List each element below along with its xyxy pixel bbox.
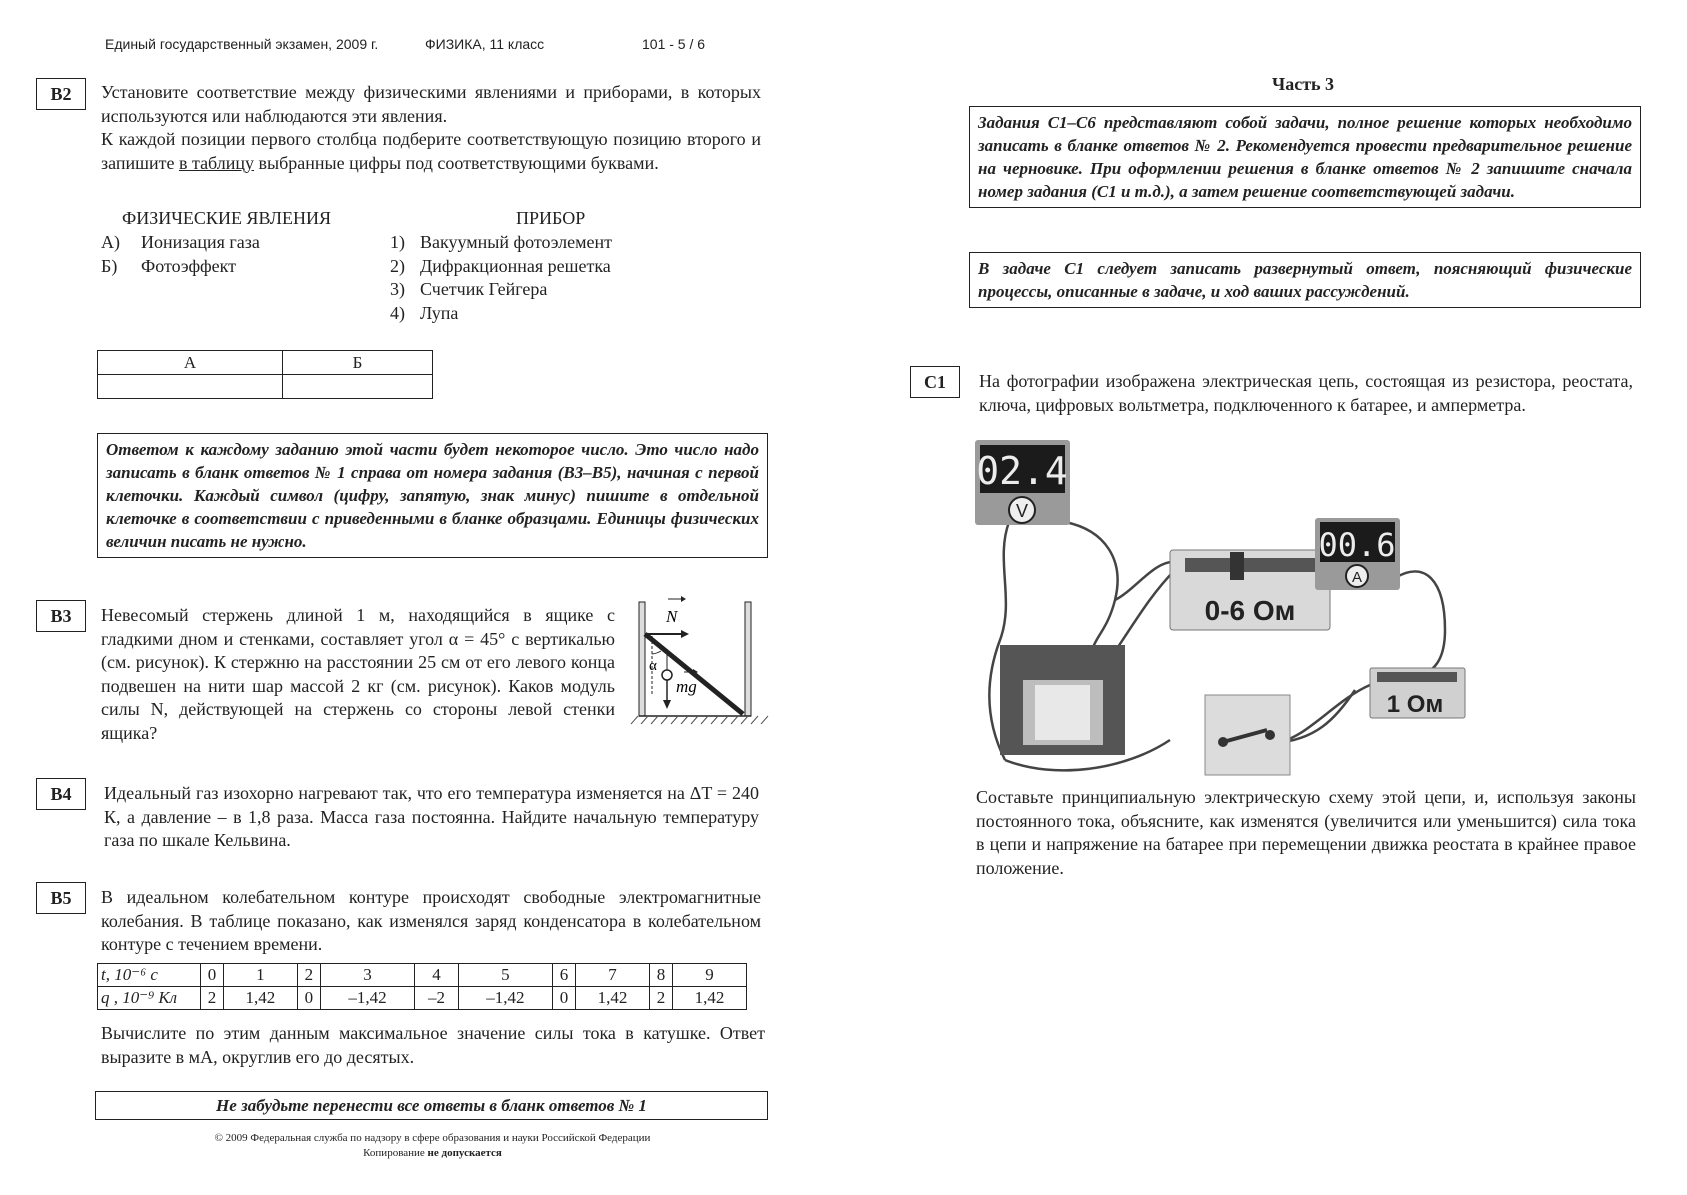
rheostat-label: 0-6 Ом (1204, 595, 1296, 626)
t-cell: 4 (415, 964, 458, 987)
t-cell: 0 (201, 964, 224, 987)
ammeter-symbol: A (1351, 569, 1363, 586)
q-cell: –2 (415, 987, 458, 1010)
b2-answer-table (97, 350, 433, 399)
answer-header-a: А (98, 351, 283, 375)
q-cell: 1,42 (672, 987, 746, 1010)
b2-text (101, 81, 761, 175)
voltmeter-reading: 02.4 (976, 449, 1068, 493)
t-cell: 3 (320, 964, 415, 987)
b3-text: Невесомый стержень длиной 1 м, находящийся в ящике с гладкими дном и стенками, составляет угол α = 45° с вертикалью (см. рисунок). К стержню на расстоянии 25 см от его левого конца подвешен на нити шар массой 2 кг (см. рисунок). Каков модуль силы N, действующей на стержень со стороны левой стенки ящика? (101, 605, 615, 743)
rheostat-slider (1230, 552, 1244, 580)
t-cell: 6 (553, 964, 576, 987)
box-right-wall (745, 602, 751, 716)
t-cell: 8 (650, 964, 673, 987)
task-label-b4: B4 (36, 778, 86, 810)
q-cell: 0 (553, 987, 576, 1010)
b5-text: В идеальном колебательном контуре происходят свободные электромагнитные колебания. В таблице показано, как изменялся заряд конденсатора в колебательном контуре с течением времени. (101, 887, 761, 954)
label-n: N (666, 607, 678, 626)
task-label-b5: B5 (36, 882, 86, 914)
rheostat-coil (1185, 558, 1320, 572)
b3-figure (626, 594, 771, 730)
device-item: 3) Счетчик Гейгера (390, 279, 548, 299)
footer (100, 1131, 765, 1161)
t-cell: 9 (672, 964, 746, 987)
device-item: 4) Лупа (390, 302, 459, 323)
task-label-b3: B3 (36, 600, 86, 632)
row-head-charge: q , 10⁻⁹ Кл (98, 987, 201, 1010)
voltmeter-symbol: V (1015, 501, 1029, 521)
angle-arc (652, 651, 661, 654)
header-exam: Единый государственный экзамен, 2009 г. (105, 36, 379, 52)
q-cell: 1,42 (223, 987, 297, 1010)
c1-question: Составьте принципиальную электрическую схему этой цепи, и, используя законы постоянного тока, объясните, как изменятся (увеличится или уменьшится) сила тока в цепи и напряжение на батарее при перемещении движка реостата в крайнее правое положение. (976, 787, 1636, 878)
t-cell: 2 (297, 964, 320, 987)
reminder-box: Не забудьте перенести все ответы в бланк ответов № 1 (95, 1091, 768, 1120)
b2-paragraph-2b: выбранные цифры под соответствующими буквами. (254, 152, 659, 173)
phenomenon-item: А) Ионизация газа (101, 232, 260, 252)
footer-copyright: © 2009 Федеральная служба по надзору в сфере образования и науки Российской Федерации (214, 1132, 651, 1144)
q-cell: –1,42 (320, 987, 415, 1010)
col-head-phenomena: ФИЗИЧЕСКИЕ ЯВЛЕНИЯ (122, 208, 331, 228)
t-cell: 7 (575, 964, 649, 987)
resistor-label: 1 Ом (1386, 691, 1444, 718)
q-cell: –1,42 (458, 987, 553, 1010)
answer-header-b: Б (283, 351, 433, 375)
label-mg: mg (676, 677, 697, 696)
header-page: 101 - 5 / 6 (642, 36, 706, 52)
b5-question: Вычислите по этим данным максимальное значение силы тока в катушке. Ответ выразите в мА, округлив его до десятых. (101, 1023, 765, 1067)
ammeter-reading: 00.6 (1318, 526, 1396, 564)
answer-cell-a[interactable] (98, 375, 283, 399)
gravity-arrowhead (663, 700, 671, 709)
box-left-wall (639, 602, 645, 716)
t-cell: 5 (458, 964, 553, 987)
part3-title: Часть 3 (1272, 74, 1335, 94)
force-n-arrowhead (681, 630, 689, 638)
q-cell: 1,42 (575, 987, 649, 1010)
task-label-b2: B2 (36, 78, 86, 110)
c1-instruction-box: В задаче С1 следует записать развернутый ответ, поясняющий физические процессы, описанные в задаче, и ход ваших рассуждений. (969, 252, 1641, 308)
b2-paragraph-1: Установите соответствие между физическими явлениями и приборами, в которых используются или наблюдаются эти явления. (101, 82, 761, 126)
b5-data-table (97, 963, 747, 1010)
row-head-time: t, 10⁻⁶ с (98, 964, 201, 987)
phenomena-list (101, 231, 260, 278)
q-cell: 2 (650, 987, 673, 1010)
circuit-photo (975, 440, 1515, 780)
label-alpha: α (649, 658, 657, 674)
b2-table-link: в таблицу (178, 152, 255, 173)
part3-instruction-box: Задания С1–С6 представляют собой задачи, полное решение которых необходимо записать в бланке ответов № 2. Рекомендуется провести предварительное решение на черновике. При оформлении решения в бланке ответов № 2 запишите сначала номер задания (С1 и т.д.), а затем решение соответствующей задачи. (969, 106, 1641, 208)
b2-paragraph-2a: К каждой позиции первого столбца подберите соответствующую позицию второго и запишите (101, 129, 761, 173)
floor-hatching (631, 716, 768, 724)
task-label-c1: C1 (910, 366, 960, 398)
t-cell: 1 (223, 964, 297, 987)
col-head-device: ПРИБОР (516, 208, 586, 228)
device-item: 2) Дифракционная решетка (390, 255, 611, 276)
battery-highlight (1035, 685, 1090, 740)
header-subject: ФИЗИКА, 11 класс (425, 36, 545, 52)
resistor-element (1377, 672, 1457, 682)
footer-copy-forbidden: не допускается (427, 1147, 502, 1159)
ball (662, 670, 672, 680)
device-item: 1) Вакуумный фотоэлемент (390, 232, 613, 252)
answer-cell-b[interactable] (283, 375, 433, 399)
devices-list (390, 231, 612, 325)
instruction-box-part2: Ответом к каждому заданию этой части будет некоторое число. Это число надо записать в бланк ответов № 1 справа от номера задания (B3–B5), начиная с первой клеточки. Каждый символ (цифру, запятую, знак минус) пишите в отдельной клеточке в соответствии с приведенными в бланке образцами. Единицы физических величин писать не нужно. (97, 433, 768, 558)
q-cell: 0 (297, 987, 320, 1010)
c1-text: На фотографии изображена электрическая цепь, состоящая из резистора, реостата, ключа, цифровых вольтметра, подключенного к батарее, и амперметра. (979, 371, 1633, 415)
footer-copy-note: Копирование (363, 1147, 428, 1159)
q-cell: 2 (201, 987, 224, 1010)
b4-text: Идеальный газ изохорно нагревают так, что его температура изменяется на ΔT = 240 К, а давление – в 1,8 раза. Масса газа постоянна. Найдите начальную температуру газа по шкале Кельвина. (104, 783, 759, 850)
phenomenon-item: Б) Фотоэффект (101, 255, 237, 276)
